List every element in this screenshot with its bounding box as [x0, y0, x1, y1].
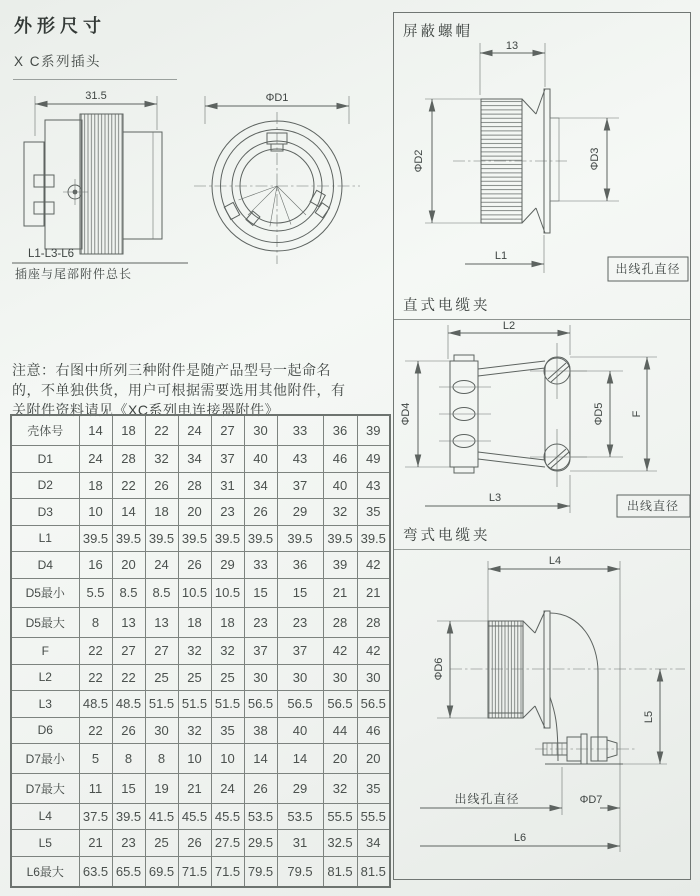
note-line-1: 注意：右图中所列三种附件是随产品型号一起命名	[12, 362, 331, 378]
value-cell: 19	[145, 773, 178, 803]
value-cell: 51.5	[178, 691, 211, 717]
value-cell: 25	[145, 664, 178, 690]
table-row	[11, 856, 390, 887]
value-cell: 37	[244, 638, 277, 664]
panel-title-bent-clamp: 弯式电缆夹	[394, 524, 690, 550]
value-cell: 25	[178, 664, 211, 690]
table-row	[11, 744, 390, 774]
value-cell: 71.5	[211, 856, 244, 887]
value-cell: 22	[145, 415, 178, 446]
value-cell: 34	[178, 446, 211, 472]
note-text	[12, 361, 390, 421]
value-cell: 18	[211, 608, 244, 638]
dim-31-5: 31.5	[85, 90, 107, 102]
dim-d4: ΦD4	[400, 402, 412, 426]
value-cell: 20	[323, 744, 357, 774]
value-cell: 8.5	[112, 578, 145, 608]
value-cell: 26	[244, 499, 277, 525]
value-cell: 42	[357, 638, 390, 664]
value-cell: 26	[112, 717, 145, 743]
value-cell: 27	[211, 415, 244, 446]
value-cell: 37	[277, 638, 323, 664]
value-cell: 14	[277, 744, 323, 774]
dim-d5: ΦD5	[593, 402, 605, 426]
value-cell: 26	[244, 773, 277, 803]
table-row	[11, 472, 390, 498]
value-cell: 18	[178, 608, 211, 638]
value-cell: 14	[79, 415, 112, 446]
value-cell: 22	[79, 638, 112, 664]
row-label-cell: D5最小	[11, 578, 79, 608]
value-cell: 39	[357, 415, 390, 446]
row-label-cell: L3	[11, 691, 79, 717]
value-cell: 16	[79, 552, 112, 578]
dim-d1: ΦD1	[265, 92, 289, 104]
value-cell: 24	[211, 773, 244, 803]
value-cell: 32	[178, 717, 211, 743]
value-cell: 23	[211, 499, 244, 525]
keyway-left	[224, 202, 239, 219]
value-cell: 29	[277, 773, 323, 803]
value-cell: 11	[79, 773, 112, 803]
value-cell: 51.5	[211, 691, 244, 717]
value-cell: 55.5	[323, 803, 357, 829]
value-cell: 28	[357, 608, 390, 638]
note-line-3: 关附件资料请见《XC系列电连接器附件》	[12, 401, 279, 418]
table-row	[11, 803, 390, 829]
value-cell: 21	[357, 578, 390, 608]
value-cell: 42	[357, 552, 390, 578]
value-cell: 32	[178, 638, 211, 664]
table-row	[11, 446, 390, 472]
value-cell: 20	[178, 499, 211, 525]
value-cell: 14	[112, 499, 145, 525]
value-cell: 43	[357, 472, 390, 498]
row-label-cell: L1	[11, 525, 79, 551]
divider-rule	[13, 79, 177, 80]
row-label-cell: L4	[11, 803, 79, 829]
length-caption: 插座与尾部附件总长	[15, 267, 133, 281]
value-cell: 29.5	[244, 830, 277, 856]
value-cell: 18	[79, 472, 112, 498]
plug-side-view-drawing	[12, 84, 197, 284]
value-cell: 10.5	[211, 578, 244, 608]
table-row	[11, 578, 390, 608]
value-cell: 8	[112, 744, 145, 774]
dim-l6: L6	[513, 832, 527, 844]
table-row	[11, 773, 390, 803]
value-cell: 45.5	[178, 803, 211, 829]
value-cell: 53.5	[277, 803, 323, 829]
dim-l1: L1	[494, 250, 508, 262]
table-row	[11, 552, 390, 578]
value-cell: 31	[277, 830, 323, 856]
value-cell: 35	[357, 773, 390, 803]
value-cell: 18	[145, 499, 178, 525]
value-cell: 24	[79, 446, 112, 472]
length-formula-label: L1-L3-L6	[28, 248, 75, 260]
value-cell: 35	[211, 717, 244, 743]
value-cell: 40	[277, 717, 323, 743]
value-cell: 23	[112, 830, 145, 856]
value-cell: 30	[357, 664, 390, 690]
value-cell: 30	[244, 664, 277, 690]
shield-nut-drawing	[395, 37, 690, 309]
value-cell: 32	[211, 638, 244, 664]
dim-l2: L2	[502, 320, 516, 332]
value-cell: 48.5	[112, 691, 145, 717]
row-label-cell: L5	[11, 830, 79, 856]
dim-13: 13	[505, 40, 519, 52]
table-row	[11, 691, 390, 717]
table-row	[11, 717, 390, 743]
row-label-cell: L6最大	[11, 856, 79, 887]
value-cell: 30	[277, 664, 323, 690]
table-row	[11, 499, 390, 525]
value-cell: 46	[323, 446, 357, 472]
value-cell: 42	[323, 638, 357, 664]
table-row	[11, 638, 390, 664]
value-cell: 30	[323, 664, 357, 690]
row-label-cell: F	[11, 638, 79, 664]
value-cell: 38	[244, 717, 277, 743]
table-row	[11, 608, 390, 638]
value-cell: 22	[112, 472, 145, 498]
value-cell: 22	[79, 717, 112, 743]
plug-rear-shell	[123, 132, 162, 239]
row-label-cell: 壳体号	[11, 415, 79, 446]
dim-d2: ΦD2	[413, 149, 425, 173]
value-cell: 30	[244, 415, 277, 446]
value-cell: 39.5	[244, 525, 277, 551]
value-cell: 63.5	[79, 856, 112, 887]
value-cell: 27.5	[211, 830, 244, 856]
row-label-cell: D1	[11, 446, 79, 472]
value-cell: 10	[178, 744, 211, 774]
plug-front-view-drawing	[192, 84, 377, 269]
value-cell: 44	[323, 717, 357, 743]
dim-f: F	[631, 410, 643, 418]
value-cell: 37	[277, 472, 323, 498]
row-label-cell: D6	[11, 717, 79, 743]
dim-d3: ΦD3	[589, 147, 601, 171]
value-cell: 32	[323, 499, 357, 525]
value-cell: 45.5	[211, 803, 244, 829]
row-label-cell: D3	[11, 499, 79, 525]
value-cell: 48.5	[79, 691, 112, 717]
dim-d6: ΦD6	[433, 657, 445, 681]
outlet-hole-diameter-label: 出线孔直径	[615, 262, 681, 276]
value-cell: 10.5	[178, 578, 211, 608]
value-cell: 39.5	[145, 525, 178, 551]
value-cell: 22	[79, 664, 112, 690]
value-cell: 53.5	[244, 803, 277, 829]
value-cell: 39.5	[211, 525, 244, 551]
value-cell: 56.5	[244, 691, 277, 717]
value-cell: 5.5	[79, 578, 112, 608]
value-cell: 33	[277, 415, 323, 446]
bent-clamp-plate	[544, 611, 550, 728]
value-cell: 21	[79, 830, 112, 856]
value-cell: 28	[178, 472, 211, 498]
value-cell: 34	[244, 472, 277, 498]
value-cell: 36	[277, 552, 323, 578]
bent-clamp-knurl	[488, 621, 523, 718]
plug-knurled-ring	[80, 114, 123, 254]
accessories-panel	[393, 12, 691, 880]
value-cell: 31	[211, 472, 244, 498]
value-cell: 40	[244, 446, 277, 472]
value-cell: 56.5	[323, 691, 357, 717]
value-cell: 56.5	[277, 691, 323, 717]
value-cell: 21	[323, 578, 357, 608]
value-cell: 40	[323, 472, 357, 498]
value-cell: 81.5	[323, 856, 357, 887]
value-cell: 51.5	[145, 691, 178, 717]
value-cell: 39.5	[323, 525, 357, 551]
value-cell: 55.5	[357, 803, 390, 829]
value-cell: 8	[145, 744, 178, 774]
row-label-cell: D5最大	[11, 608, 79, 638]
value-cell: 56.5	[357, 691, 390, 717]
table-header-row	[11, 415, 390, 446]
value-cell: 24	[178, 415, 211, 446]
dimension-table	[10, 414, 391, 888]
value-cell: 65.5	[112, 856, 145, 887]
value-cell: 39.5	[79, 525, 112, 551]
value-cell: 28	[323, 608, 357, 638]
dim-l3: L3	[488, 492, 502, 504]
value-cell: 13	[145, 608, 178, 638]
value-cell: 15	[244, 578, 277, 608]
dim-d7: ΦD7	[579, 794, 603, 806]
value-cell: 32	[145, 446, 178, 472]
row-label-cell: D4	[11, 552, 79, 578]
value-cell: 71.5	[178, 856, 211, 887]
value-cell: 25	[211, 664, 244, 690]
value-cell: 39.5	[357, 525, 390, 551]
bent-clamp-drawing	[395, 547, 690, 877]
value-cell: 8	[79, 608, 112, 638]
value-cell: 5	[79, 744, 112, 774]
value-cell: 36	[323, 415, 357, 446]
value-cell: 27	[145, 638, 178, 664]
value-cell: 21	[178, 773, 211, 803]
value-cell: 39.5	[178, 525, 211, 551]
row-label-cell: D7最小	[11, 744, 79, 774]
value-cell: 15	[277, 578, 323, 608]
value-cell: 10	[79, 499, 112, 525]
value-cell: 43	[277, 446, 323, 472]
value-cell: 29	[277, 499, 323, 525]
dim-l4: L4	[548, 555, 562, 567]
value-cell: 39	[323, 552, 357, 578]
value-cell: 79.5	[277, 856, 323, 887]
straight-clamp-drawing	[395, 319, 690, 519]
value-cell: 8.5	[145, 578, 178, 608]
outlet-hole-diameter-label: 出线孔直径	[454, 792, 520, 806]
value-cell: 37	[211, 446, 244, 472]
value-cell: 18	[112, 415, 145, 446]
value-cell: 69.5	[145, 856, 178, 887]
value-cell: 46	[357, 717, 390, 743]
value-cell: 23	[277, 608, 323, 638]
value-cell: 34	[357, 830, 390, 856]
value-cell: 26	[178, 830, 211, 856]
value-cell: 37.5	[79, 803, 112, 829]
value-cell: 30	[145, 717, 178, 743]
value-cell: 20	[112, 552, 145, 578]
value-cell: 15	[112, 773, 145, 803]
note-line-2: 的，不单独供货，用户可根据需要选用其他附件，有	[12, 381, 346, 398]
value-cell: 32.5	[323, 830, 357, 856]
row-label-cell: D7最大	[11, 773, 79, 803]
value-cell: 25	[145, 830, 178, 856]
series-subtitle: X C系列插头	[14, 54, 102, 69]
table-row	[11, 830, 390, 856]
panel-title-shield-nut: 屏蔽螺帽	[403, 24, 473, 40]
value-cell: 26	[145, 472, 178, 498]
row-label-cell: D2	[11, 472, 79, 498]
value-cell: 27	[112, 638, 145, 664]
value-cell: 28	[112, 446, 145, 472]
value-cell: 20	[357, 744, 390, 774]
value-cell: 29	[211, 552, 244, 578]
table-row	[11, 664, 390, 690]
value-cell: 41.5	[145, 803, 178, 829]
value-cell: 14	[244, 744, 277, 774]
value-cell: 81.5	[357, 856, 390, 887]
value-cell: 39.5	[112, 525, 145, 551]
page-title: 外形尺寸	[14, 16, 106, 36]
value-cell: 39.5	[277, 525, 323, 551]
value-cell: 26	[178, 552, 211, 578]
value-cell: 23	[244, 608, 277, 638]
value-cell: 13	[112, 608, 145, 638]
value-cell: 22	[112, 664, 145, 690]
value-cell: 24	[145, 552, 178, 578]
table-row	[11, 525, 390, 551]
row-label-cell: L2	[11, 664, 79, 690]
value-cell: 32	[323, 773, 357, 803]
value-cell: 35	[357, 499, 390, 525]
panel-title-straight-clamp: 直式电缆夹	[394, 294, 690, 320]
value-cell: 39.5	[112, 803, 145, 829]
value-cell: 79.5	[244, 856, 277, 887]
value-cell: 33	[244, 552, 277, 578]
value-cell: 49	[357, 446, 390, 472]
outlet-diameter-label: 出线直径	[626, 499, 680, 513]
plug-flange	[45, 120, 82, 249]
value-cell: 10	[211, 744, 244, 774]
dim-l5: L5	[643, 710, 655, 724]
